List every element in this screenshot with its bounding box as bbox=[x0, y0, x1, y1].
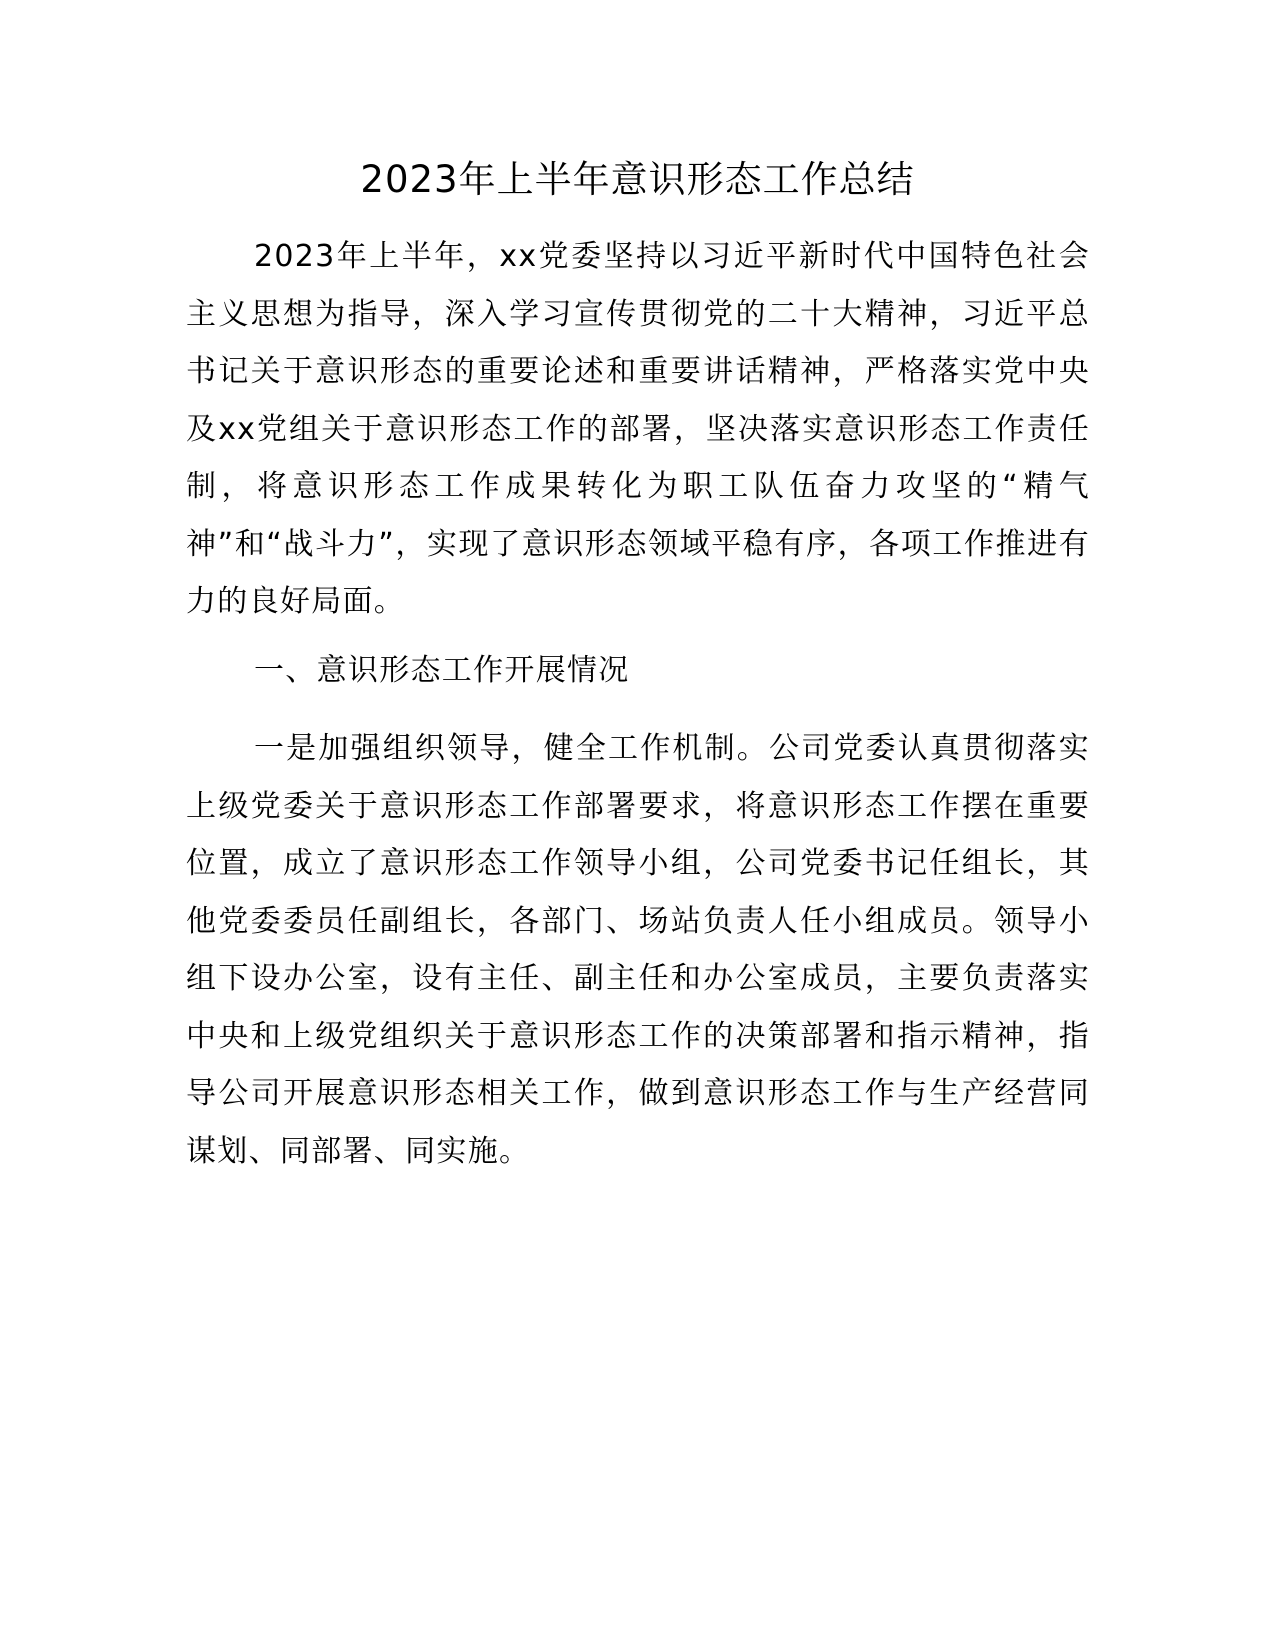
document-title: 2023年上半年意识形态工作总结 bbox=[360, 158, 915, 201]
section-paragraph: 一是加强组织领导，健全工作机制。公司党委认真贯彻落实上级党委关于意识形态工作部署要求，将意识形态工作摆在重要位置，成立了意识形态工作领导小组，公司党委书记任组长，其他党委委员任副组长，各部门、场站负责人任小组成员。领导小组下设办公室，设有主任、副主任和办公室成员，主要负责落实中央和上级党组织关于意识形态工作的决策部署和指示精神，指导公司开展意识形态相关工作，做到意识形态工作与生产经营同谋划、同部署、同实施。 bbox=[186, 731, 1090, 1169]
intro-paragraph: 2023年上半年，xx党委坚持以习近平新时代中国特色社会主义思想为指导，深入学习宣传贯彻党的二十大精神，习近平总书记关于意识形态的重要论述和重要讲话精神，严格落实党中央及xx党组关于意识形态工作的部署，坚决落实意识形态工作责任制，将意识形态工作成果转化为职工队伍奋力攻坚的“精气神”和“战斗力”，实现了意识形态领域平稳有序，各项工作推进有力的良好局面。 bbox=[186, 239, 1090, 619]
section-heading: 一、意识形态工作开展情况 bbox=[254, 653, 630, 688]
